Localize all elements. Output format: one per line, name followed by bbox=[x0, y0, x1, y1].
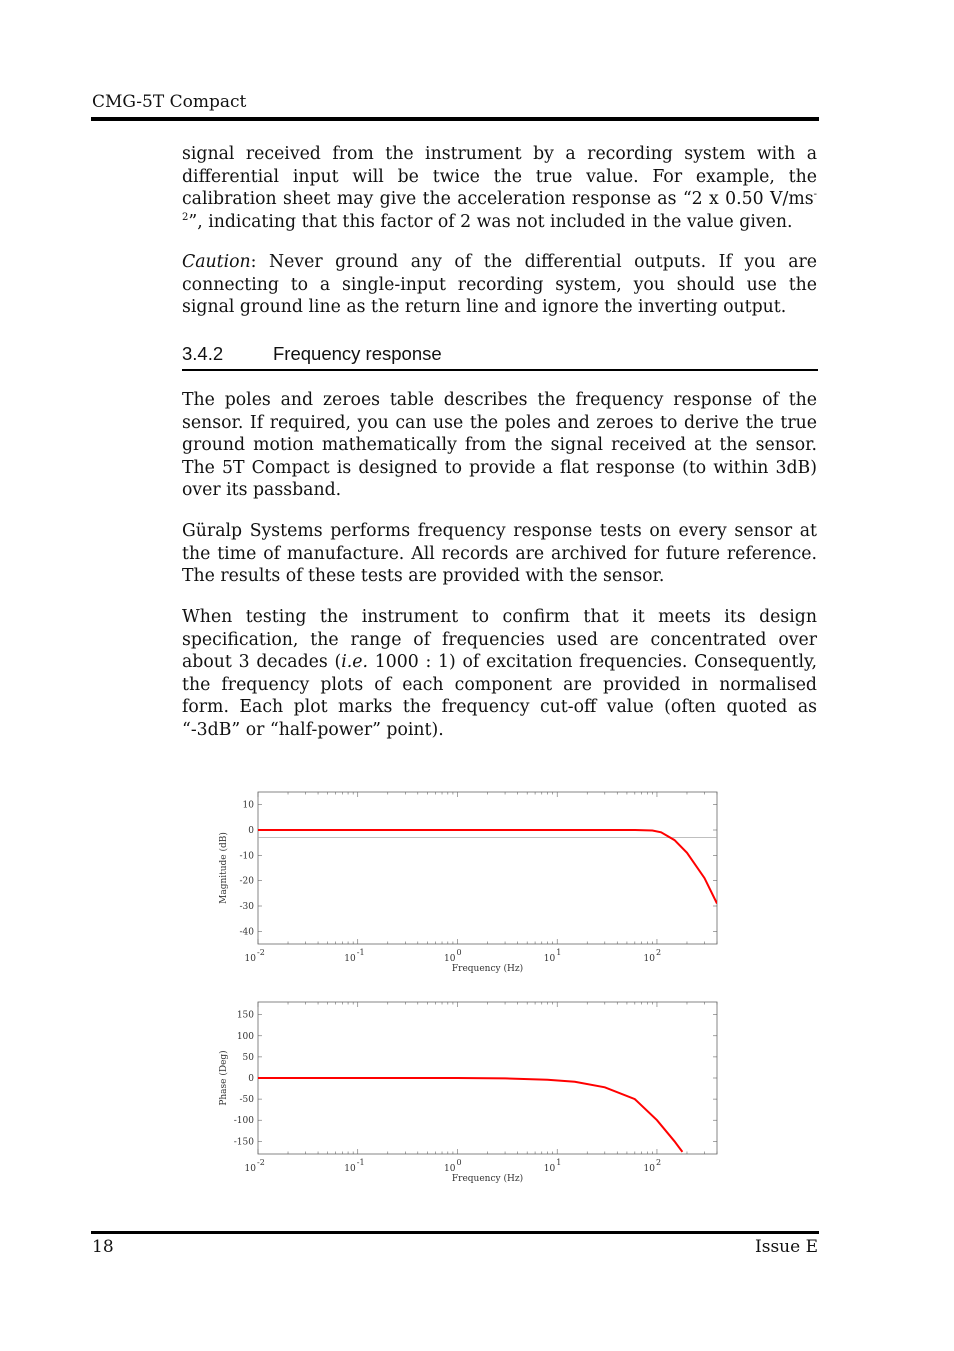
y-tick-label: 0 bbox=[248, 1074, 254, 1084]
plot-frame bbox=[258, 792, 717, 944]
paragraph-text: signal received from the instrument by a recording system with a differential input will be twice the true value. For example, the calibration sheet may give the acceleration response as “2 x 0.50 V/ms bbox=[182, 144, 817, 209]
paragraph-text: : Never ground any of the differential outputs. If you are connecting to a single-input recording system, you should use the signal ground line as the return line and ignore the inverting output. bbox=[182, 252, 817, 317]
superscript-exponent: -2 bbox=[182, 189, 817, 223]
x-tick-exponent: 2 bbox=[655, 1158, 662, 1167]
x-tick-exponent: -1 bbox=[356, 1158, 365, 1167]
y-tick-label: -100 bbox=[233, 1116, 254, 1127]
x-tick-label: 10 bbox=[244, 1164, 256, 1174]
running-header-title: CMG-5T Compact bbox=[92, 92, 247, 112]
header-rule bbox=[91, 117, 819, 121]
y-tick-label: -20 bbox=[239, 876, 254, 887]
x-tick-label: 10 bbox=[344, 1164, 356, 1174]
caution-label: Caution bbox=[182, 252, 251, 272]
x-tick-exponent: 1 bbox=[556, 948, 562, 957]
ie-abbreviation: i.e. bbox=[341, 652, 368, 672]
y-tick-label: 150 bbox=[236, 1010, 254, 1021]
y-tick-label: 50 bbox=[242, 1052, 254, 1063]
issue-label: Issue E bbox=[755, 1237, 818, 1257]
page-number: 18 bbox=[92, 1237, 114, 1257]
y-axis-label: Magnitude (dB) bbox=[219, 832, 229, 904]
x-tick-label: 10 bbox=[444, 1164, 456, 1174]
x-tick-label: 10 bbox=[643, 954, 655, 964]
paragraph-text: ”, indicating that this factor of 2 was not included in the value given. bbox=[188, 211, 793, 232]
magnitude-chart bbox=[210, 785, 730, 975]
paragraph-text: When testing the instrument to confirm that it meets its design specification, the range of frequencies used are concentrated over about 3 decades ( bbox=[182, 607, 817, 672]
x-tick-exponent: -2 bbox=[257, 948, 265, 957]
x-tick-exponent: 0 bbox=[456, 948, 462, 957]
y-tick-label: -30 bbox=[239, 902, 254, 912]
paragraph-testing bbox=[182, 606, 817, 741]
y-tick-label: -10 bbox=[239, 851, 254, 862]
x-tick-exponent: 0 bbox=[456, 1158, 462, 1167]
section-number: 3.4.2 bbox=[182, 343, 224, 364]
x-tick-label: 10 bbox=[643, 1164, 655, 1174]
y-tick-label: 10 bbox=[242, 800, 254, 811]
x-tick-label: 10 bbox=[543, 1164, 556, 1174]
y-tick-label: 100 bbox=[236, 1031, 254, 1042]
x-tick-exponent: -2 bbox=[257, 1158, 265, 1167]
y-tick-label: 0 bbox=[248, 826, 254, 836]
x-axis-label: Frequency (Hz) bbox=[451, 1174, 524, 1184]
paragraph-text: 1000 : 1) of excitation frequencies. Consequently, the frequency plots of each component are provided in normalised form. Each plot marks the frequency cut-off value (often quoted as “-3dB” or “half-power” point). bbox=[182, 652, 817, 740]
paragraph-caution bbox=[182, 251, 817, 319]
x-tick-label: 10 bbox=[244, 954, 256, 964]
x-tick-label: 10 bbox=[344, 954, 356, 964]
x-tick-exponent: -1 bbox=[356, 948, 365, 957]
x-tick-exponent: 2 bbox=[655, 948, 662, 957]
x-axis-label: Frequency (Hz) bbox=[451, 964, 524, 974]
section-title: Frequency response bbox=[273, 343, 442, 364]
y-tick-label: -150 bbox=[233, 1137, 254, 1148]
y-tick-label: -50 bbox=[239, 1095, 254, 1106]
paragraph-guralp-tests: Güralp Systems performs frequency response tests on every sensor at the time of manufacture. All records are archived for future reference. The results of these tests are provided with the sensor. bbox=[182, 521, 817, 586]
section-heading bbox=[182, 343, 818, 371]
phase-chart bbox=[210, 995, 730, 1185]
paragraph-poles-zeroes: The poles and zeroes table describes the frequency response of the sensor. If required, you can use the poles and zeroes to derive the true ground motion mathematically from the signal received at the sensor. The 5T Compact is designed to provide a flat response (to within 3dB) over its passband. bbox=[182, 390, 817, 500]
x-tick-label: 10 bbox=[543, 954, 556, 964]
x-tick-exponent: 1 bbox=[556, 1158, 562, 1167]
y-tick-label: -40 bbox=[239, 927, 254, 938]
x-tick-label: 10 bbox=[444, 954, 456, 964]
y-axis-label: Phase (Deg) bbox=[219, 1050, 229, 1106]
footer-rule bbox=[91, 1231, 819, 1234]
paragraph-differential-input bbox=[182, 143, 817, 233]
